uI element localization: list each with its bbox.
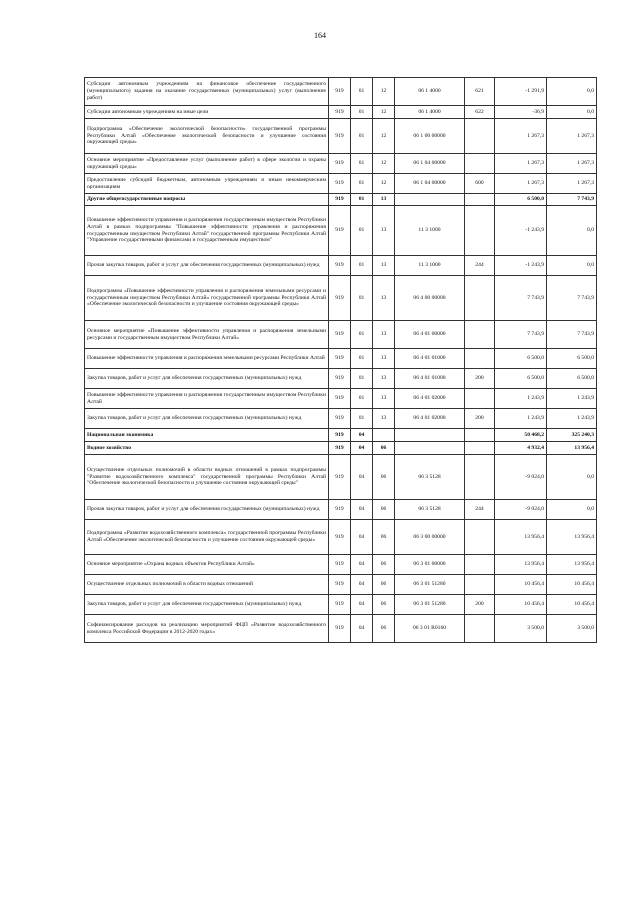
- row-description: Другие общегосударственные вопросы: [85, 194, 329, 206]
- amount-second-cell: 1 267,3: [547, 119, 597, 154]
- expense-type-cell: 200: [465, 369, 495, 389]
- table-row: [85, 78, 597, 106]
- amount-first-cell: 13 956,4: [495, 520, 547, 555]
- row-description: Основное мероприятие «Повышение эффективности управления и распоряжения земельными ресурсами и государственным имуществом Республики Алтай»: [85, 321, 329, 349]
- target-article-cell: 06 1 4000: [395, 106, 465, 119]
- amount-second-cell: 0,0: [547, 78, 597, 106]
- section-code-cell: 01: [351, 106, 373, 119]
- expense-type-cell: [465, 615, 495, 643]
- amount-second-cell: 10 456,4: [547, 575, 597, 595]
- subsection-code-cell: 13: [373, 349, 395, 369]
- target-article-cell: 06 4 01 02000: [395, 409, 465, 429]
- amount-first-cell: -9 024,0: [495, 455, 547, 500]
- amount-first-cell: -36,9: [495, 106, 547, 119]
- subsection-code-cell: 13: [373, 389, 395, 409]
- table-row: [85, 429, 597, 442]
- subsection-code-cell: 06: [373, 455, 395, 500]
- subsection-code-cell: 12: [373, 154, 395, 174]
- admin-code-cell: 919: [329, 321, 351, 349]
- target-article-cell: 06 1 00 00000: [395, 119, 465, 154]
- table-row: [85, 389, 597, 409]
- row-description: Прочая закупка товаров, работ и услуг для обеспечения государственных (муниципальных) нужд: [85, 500, 329, 520]
- section-code-cell: 04: [351, 595, 373, 615]
- amount-second-cell: 7 743,9: [547, 276, 597, 321]
- target-article-cell: 06 4 01 01000: [395, 369, 465, 389]
- amount-first-cell: 1 267,3: [495, 154, 547, 174]
- table-row: [85, 455, 597, 500]
- table-row: [85, 369, 597, 389]
- amount-second-cell: 1 243,9: [547, 409, 597, 429]
- target-article-cell: 06 4 01 00000: [395, 321, 465, 349]
- subsection-code-cell: 12: [373, 174, 395, 194]
- subsection-code-cell: 12: [373, 106, 395, 119]
- section-code-cell: 01: [351, 276, 373, 321]
- amount-first-cell: 10 456,4: [495, 575, 547, 595]
- amount-second-cell: 7 743,9: [547, 321, 597, 349]
- amount-first-cell: 1 243,9: [495, 409, 547, 429]
- amount-second-cell: 0,0: [547, 206, 597, 256]
- expense-type-cell: [465, 555, 495, 575]
- table-row: [85, 321, 597, 349]
- expense-type-cell: [465, 389, 495, 409]
- target-article-cell: 06 4 01 02000: [395, 389, 465, 409]
- table-row: [85, 409, 597, 429]
- subsection-code-cell: 13: [373, 276, 395, 321]
- table-row: [85, 555, 597, 575]
- amount-second-cell: 0,0: [547, 256, 597, 276]
- admin-code-cell: 919: [329, 369, 351, 389]
- expense-type-cell: 200: [465, 595, 495, 615]
- subsection-code-cell: 06: [373, 520, 395, 555]
- section-code-cell: 01: [351, 174, 373, 194]
- subsection-code-cell: 12: [373, 119, 395, 154]
- expense-type-cell: 622: [465, 106, 495, 119]
- admin-code-cell: 919: [329, 429, 351, 442]
- admin-code-cell: 919: [329, 194, 351, 206]
- amount-first-cell: -9 024,0: [495, 500, 547, 520]
- target-article-cell: 06 1 4000: [395, 78, 465, 106]
- admin-code-cell: 919: [329, 276, 351, 321]
- row-description: Повышение эффективности управления и распоряжения земельными ресурсами Республики Алтай: [85, 349, 329, 369]
- section-code-cell: 04: [351, 429, 373, 442]
- amount-first-cell: 7 743,9: [495, 321, 547, 349]
- section-code-cell: 01: [351, 321, 373, 349]
- amount-second-cell: 0,0: [547, 106, 597, 119]
- amount-first-cell: -1 243,9: [495, 206, 547, 256]
- amount-first-cell: -1 243,9: [495, 256, 547, 276]
- admin-code-cell: 919: [329, 154, 351, 174]
- expense-type-cell: [465, 119, 495, 154]
- row-description: Подпрограмма «Развитие водохозяйственного комплекса» государственной программы Республики Алтай «Обеспечение экологической безопасности и улучшение состояния окружающей среды»: [85, 520, 329, 555]
- expense-type-cell: 244: [465, 500, 495, 520]
- target-article-cell: 06 3 01 00000: [395, 555, 465, 575]
- amount-second-cell: 6 500,0: [547, 349, 597, 369]
- admin-code-cell: 919: [329, 615, 351, 643]
- row-description: Повышение эффективности управления и распоряжения государственным имуществом Республики Алтай в рамках подпрограммы "Повышение эффективности управления и распоряжения государственным имуществом Республики Алтай" государственной программы Республики Алтай "Управление государственными финансами и государственным имуществом": [85, 206, 329, 256]
- table-row: [85, 276, 597, 321]
- expense-type-cell: 621: [465, 78, 495, 106]
- admin-code-cell: 919: [329, 500, 351, 520]
- section-code-cell: 01: [351, 119, 373, 154]
- subsection-code-cell: 13: [373, 321, 395, 349]
- row-description: Повышение эффективности управления и распоряжения государственным имуществом Республики Алтай: [85, 389, 329, 409]
- amount-second-cell: 10 456,4: [547, 595, 597, 615]
- table-row: [85, 442, 597, 455]
- row-description: Основное мероприятие «Предоставление услуг (выполнение работ) в сфере экологии и охраны окружающей среды»: [85, 154, 329, 174]
- target-article-cell: [395, 442, 465, 455]
- section-code-cell: 04: [351, 615, 373, 643]
- section-code-cell: 04: [351, 455, 373, 500]
- subsection-code-cell: 06: [373, 575, 395, 595]
- amount-first-cell: 6 500,0: [495, 194, 547, 206]
- expense-type-cell: 200: [465, 409, 495, 429]
- subsection-code-cell: 06: [373, 595, 395, 615]
- target-article-cell: [395, 429, 465, 442]
- admin-code-cell: 919: [329, 595, 351, 615]
- amount-second-cell: 1 267,3: [547, 174, 597, 194]
- target-article-cell: 06 3 5128: [395, 455, 465, 500]
- section-code-cell: 01: [351, 154, 373, 174]
- table-row: [85, 106, 597, 119]
- target-article-cell: 06 3 00 00000: [395, 520, 465, 555]
- amount-first-cell: 13 956,4: [495, 555, 547, 575]
- expense-type-cell: [465, 276, 495, 321]
- expense-type-cell: [465, 429, 495, 442]
- amount-first-cell: 6 500,0: [495, 369, 547, 389]
- expense-type-cell: [465, 520, 495, 555]
- target-article-cell: 06 4 01 01000: [395, 349, 465, 369]
- subsection-code-cell: 13: [373, 206, 395, 256]
- section-code-cell: 01: [351, 349, 373, 369]
- expense-type-cell: 600: [465, 174, 495, 194]
- admin-code-cell: 919: [329, 256, 351, 276]
- target-article-cell: 06 1 04 00000: [395, 174, 465, 194]
- amount-second-cell: 1 267,3: [547, 154, 597, 174]
- amount-first-cell: 3 500,0: [495, 615, 547, 643]
- section-code-cell: 04: [351, 500, 373, 520]
- expense-type-cell: [465, 455, 495, 500]
- target-article-cell: 11 3 1000: [395, 256, 465, 276]
- admin-code-cell: 919: [329, 455, 351, 500]
- target-article-cell: 11 3 1000: [395, 206, 465, 256]
- section-code-cell: 01: [351, 206, 373, 256]
- row-description: Осуществление отдельных полномочий в области водных отношений в рамках подпрограммы "Развитие водохозяйственного комплекса" государственной программы Республики Алтай "Обеспечение экологической безопасности и улучшение состояния окружающей среды": [85, 455, 329, 500]
- expense-type-cell: [465, 206, 495, 256]
- section-code-cell: 01: [351, 256, 373, 276]
- section-code-cell: 04: [351, 520, 373, 555]
- admin-code-cell: 919: [329, 78, 351, 106]
- table-row: [85, 154, 597, 174]
- amount-first-cell: -1 291,9: [495, 78, 547, 106]
- admin-code-cell: 919: [329, 119, 351, 154]
- section-code-cell: 01: [351, 78, 373, 106]
- section-code-cell: 04: [351, 575, 373, 595]
- expense-type-cell: [465, 442, 495, 455]
- section-code-cell: 04: [351, 442, 373, 455]
- amount-second-cell: 0,0: [547, 455, 597, 500]
- row-description: Прочая закупка товаров, работ и услуг для обеспечения государственных (муниципальных) нужд: [85, 256, 329, 276]
- amount-second-cell: 13 956,4: [547, 555, 597, 575]
- admin-code-cell: 919: [329, 442, 351, 455]
- expense-type-cell: [465, 349, 495, 369]
- row-description: Софинансирование расходов на реализацию мероприятий ФЦП «Развитие водохозяйственного комплекса Российской Федерации в 2012-2020 годах»: [85, 615, 329, 643]
- expense-type-cell: 244: [465, 256, 495, 276]
- admin-code-cell: 919: [329, 389, 351, 409]
- target-article-cell: 06 3 5128: [395, 500, 465, 520]
- row-description: Предоставление субсидий бюджетным, автономным учреждениям и иным некоммерческим организациям: [85, 174, 329, 194]
- section-code-cell: 01: [351, 194, 373, 206]
- table-row: [85, 206, 597, 256]
- subsection-code-cell: 06: [373, 500, 395, 520]
- row-description: Подпрограмма «Повышение эффективности управления и распоряжения земельными ресурсами и государственным имуществом Республики Алтай» государственной программы Республики Алтай «Обеспечение экологической безопасности и улучшение состояния окружающей среды»: [85, 276, 329, 321]
- table-row: [85, 500, 597, 520]
- amount-second-cell: 13 956,4: [547, 520, 597, 555]
- subsection-code-cell: [373, 429, 395, 442]
- subsection-code-cell: 13: [373, 369, 395, 389]
- amount-second-cell: 7 743,9: [547, 194, 597, 206]
- row-description: Подпрограмма «Обеспечение экологической безопасности» государственной программы Республики Алтай «Обеспечение экологической безопасности и улучшение состояния окружающей среды»: [85, 119, 329, 154]
- row-description: Субсидии автономным учреждениям на финансовое обеспечение государственного (муниципального) задания на оказание государственных (муниципальных) услуг (выполнение работ): [85, 78, 329, 106]
- row-description: Осуществление отдельных полномочий в области водных отношений: [85, 575, 329, 595]
- admin-code-cell: 919: [329, 106, 351, 119]
- expense-type-cell: [465, 575, 495, 595]
- admin-code-cell: 919: [329, 555, 351, 575]
- admin-code-cell: 919: [329, 409, 351, 429]
- section-code-cell: 01: [351, 409, 373, 429]
- amount-second-cell: 13 956,4: [547, 442, 597, 455]
- section-code-cell: 04: [351, 555, 373, 575]
- amount-first-cell: 6 500,0: [495, 349, 547, 369]
- row-description: Субсидии автономным учреждениям на иные цели: [85, 106, 329, 119]
- table-row: [85, 256, 597, 276]
- subsection-code-cell: 06: [373, 615, 395, 643]
- table-row: [85, 615, 597, 643]
- subsection-code-cell: 06: [373, 555, 395, 575]
- table-row: [85, 520, 597, 555]
- row-description: Закупка товаров, работ и услуг для обеспечения государственных (муниципальных) нужд: [85, 369, 329, 389]
- amount-second-cell: 1 243,9: [547, 389, 597, 409]
- table-row: [85, 174, 597, 194]
- expense-type-cell: [465, 194, 495, 206]
- amount-first-cell: 10 456,4: [495, 595, 547, 615]
- section-code-cell: 01: [351, 369, 373, 389]
- row-description: Закупка товаров, работ и услуг для обеспечения государственных (муниципальных) нужд: [85, 409, 329, 429]
- amount-second-cell: 325 240,3: [547, 429, 597, 442]
- table-row: [85, 575, 597, 595]
- amount-second-cell: 6 500,0: [547, 369, 597, 389]
- amount-first-cell: 4 932,4: [495, 442, 547, 455]
- amount-first-cell: 1 267,3: [495, 174, 547, 194]
- admin-code-cell: 919: [329, 206, 351, 256]
- page-number: 164: [314, 31, 326, 40]
- subsection-code-cell: 13: [373, 194, 395, 206]
- table-row: [85, 595, 597, 615]
- amount-second-cell: 0,0: [547, 500, 597, 520]
- subsection-code-cell: 06: [373, 442, 395, 455]
- row-description: Закупка товаров, работ и услуг для обеспечения государственных (муниципальных) нужд: [85, 595, 329, 615]
- amount-second-cell: 3 500,0: [547, 615, 597, 643]
- subsection-code-cell: 13: [373, 256, 395, 276]
- expense-type-cell: [465, 154, 495, 174]
- target-article-cell: 06 3 01 R0160: [395, 615, 465, 643]
- admin-code-cell: 919: [329, 575, 351, 595]
- table-row: [85, 194, 597, 206]
- subsection-code-cell: 13: [373, 409, 395, 429]
- section-code-cell: 01: [351, 389, 373, 409]
- budget-table: [84, 77, 597, 643]
- target-article-cell: 06 3 01 51280: [395, 595, 465, 615]
- admin-code-cell: 919: [329, 174, 351, 194]
- row-description: Основное мероприятие «Охрана водных объектов Республики Алтай»: [85, 555, 329, 575]
- table-row: [85, 119, 597, 154]
- target-article-cell: [395, 194, 465, 206]
- target-article-cell: 06 3 01 51280: [395, 575, 465, 595]
- target-article-cell: 06 1 04 00000: [395, 154, 465, 174]
- table-row: [85, 349, 597, 369]
- amount-first-cell: 50 468,2: [495, 429, 547, 442]
- amount-first-cell: 7 743,9: [495, 276, 547, 321]
- amount-first-cell: 1 267,3: [495, 119, 547, 154]
- row-description: Национальная экономика: [85, 429, 329, 442]
- amount-first-cell: 1 243,9: [495, 389, 547, 409]
- admin-code-cell: 919: [329, 349, 351, 369]
- subsection-code-cell: 12: [373, 78, 395, 106]
- expense-type-cell: [465, 321, 495, 349]
- row-description: Водное хозяйство: [85, 442, 329, 455]
- admin-code-cell: 919: [329, 520, 351, 555]
- target-article-cell: 06 4 00 00000: [395, 276, 465, 321]
